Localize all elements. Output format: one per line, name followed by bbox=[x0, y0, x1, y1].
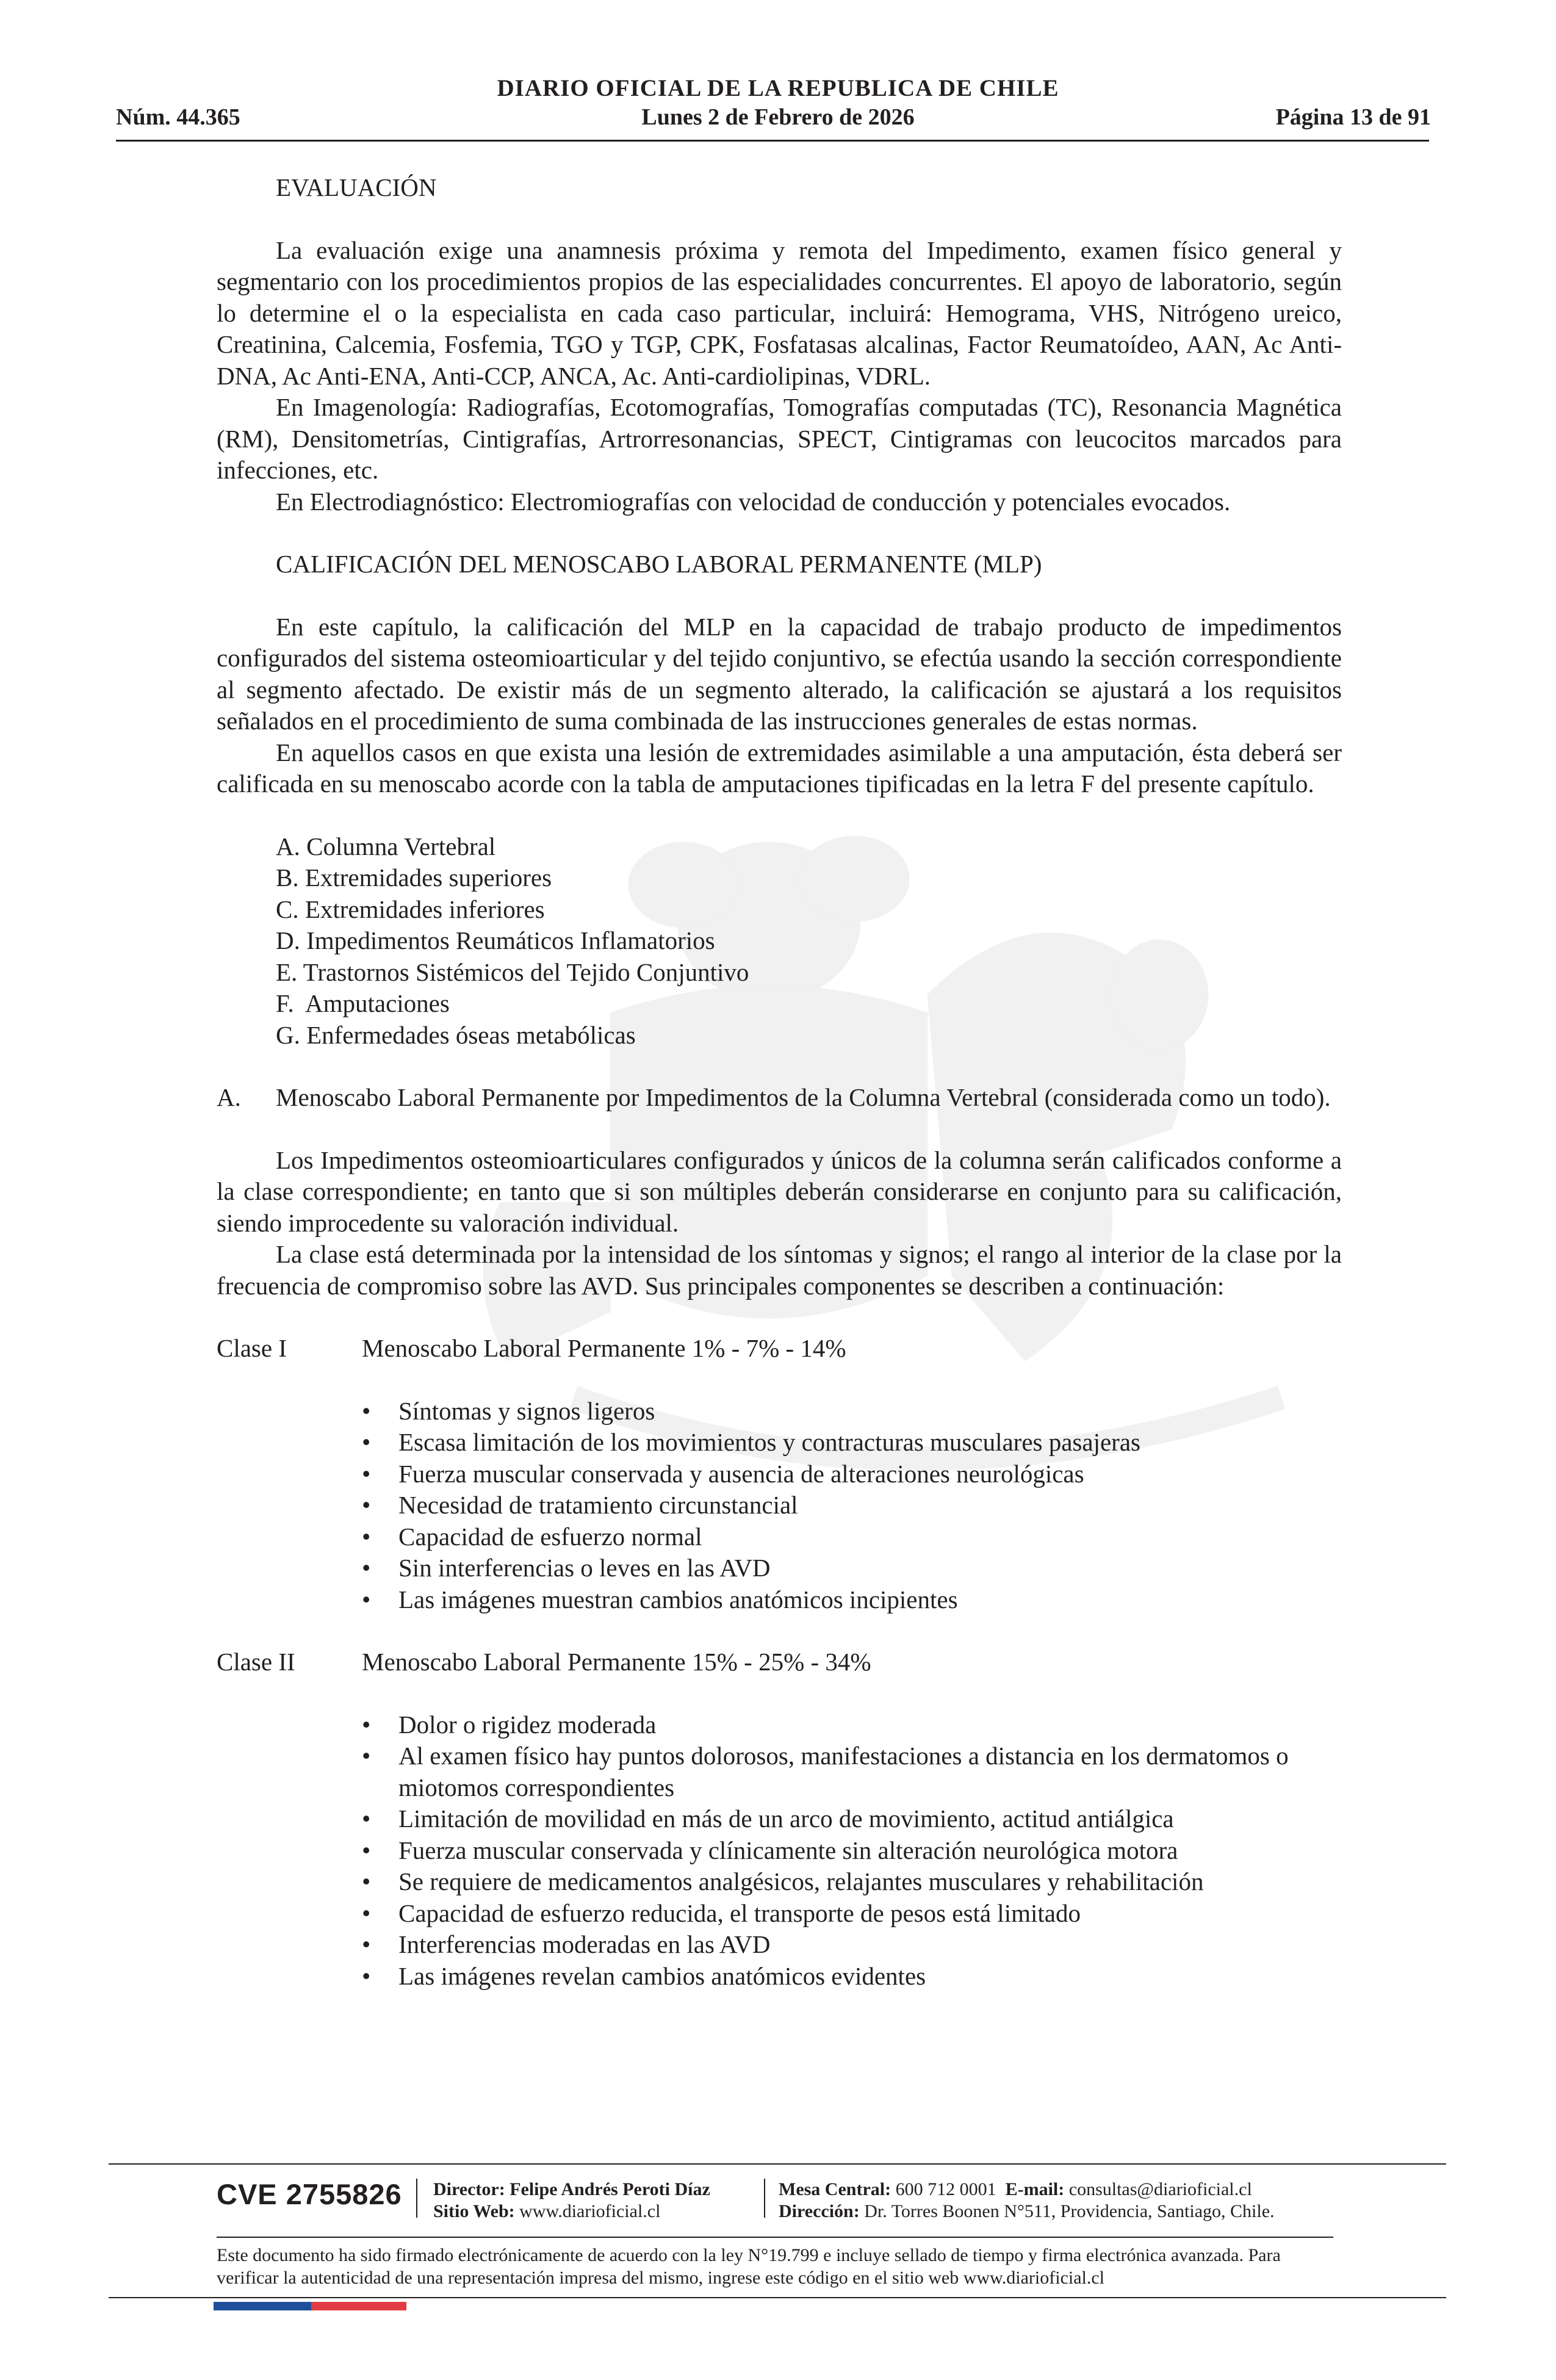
footer-divider bbox=[109, 2163, 1446, 2165]
clase-1-items bbox=[217, 1396, 1342, 1616]
list-item: • Se requiere de medicamentos analgésicos, relajantes musculares y rehabilitación bbox=[362, 1867, 1204, 1895]
footer-separator bbox=[416, 2179, 417, 2218]
sections-list bbox=[276, 831, 1342, 1051]
paragraph: La clase está determinada por la intensidad de los síntomas y signos; el rango al interior de la clase por la frecuencia de compromiso sobre las AVD. Sus principales componentes se describen a continuación: bbox=[217, 1240, 1342, 1300]
page-number: Página 13 de 91 bbox=[1275, 104, 1431, 130]
section-a-heading bbox=[217, 1082, 1342, 1114]
legal-notice: Este documento ha sido firmado electrónicamente de acuerdo con la ley N°19.799 e incluye sellado de tiempo y firma electrónica avanzada. Para verificar la autenticidad de una representación impresa del mismo, ingrese este código en el sitio web www.diarioficial.cl bbox=[217, 2245, 1281, 2288]
flag-stripe-blue bbox=[214, 2302, 311, 2310]
paragraph: En aquellos casos en que exista una lesión de extremidades asimilable a una amputación, ésta deberá ser calificada en su menoscabo acorde con la tabla de amputaciones tipificadas en la letra F del presente capítulo. bbox=[217, 738, 1342, 798]
clase-1-heading bbox=[217, 1333, 1342, 1365]
clase-2-items bbox=[217, 1709, 1342, 1992]
list-item: • Las imágenes revelan cambios anatómicos evidentes bbox=[362, 1961, 926, 1990]
clase-1-label: Clase I bbox=[217, 1334, 287, 1362]
list-item: • Escasa limitación de los movimientos y contracturas musculares pasajeras bbox=[362, 1428, 1140, 1456]
list-item: • Fuerza muscular conservada y ausencia de alteraciones neurológicas bbox=[362, 1459, 1084, 1488]
paragraph: Los Impedimentos osteomioarticulares configurados y únicos de la columna serán calificados conforme a la clase correspondiente; en tanto que si son múltiples deberán considerarse en conjunto para su calificación, siendo improcedente su valoración individual. bbox=[217, 1145, 1342, 1237]
list-item: • Limitación de movilidad en más de un arco de movimiento, actitud antiálgica bbox=[362, 1805, 1174, 1833]
list-item: • Interferencias moderadas en las AVD bbox=[362, 1930, 771, 1958]
section-heading-mlp: CALIFICACIÓN DEL MENOSCABO LABORAL PERMANENTE (MLP) bbox=[276, 550, 1042, 578]
footer-separator bbox=[764, 2179, 765, 2218]
clase-1-title: Menoscabo Laboral Permanente 1% - 7% - 14% bbox=[362, 1334, 846, 1362]
clase-2-heading bbox=[217, 1646, 1342, 1678]
list-item: G. Enfermedades óseas metabólicas bbox=[276, 1020, 636, 1049]
list-item: F. Amputaciones bbox=[276, 989, 450, 1017]
footer-divider bbox=[217, 2237, 1333, 2238]
publication-title: DIARIO OFICIAL DE LA REPUBLICA DE CHILE bbox=[497, 75, 1059, 101]
list-item: • Capacidad de esfuerzo reducida, el transporte de pesos está limitado bbox=[362, 1899, 1081, 1927]
list-item: • Las imágenes muestran cambios anatómicos incipientes bbox=[362, 1585, 958, 1614]
paragraph: En Electrodiagnóstico: Electromiografías con velocidad de conducción y potenciales evocados. bbox=[276, 487, 1231, 516]
list-item: • Síntomas y signos ligeros bbox=[362, 1396, 655, 1425]
list-item: • Al examen físico hay puntos dolorosos, manifestaciones a distancia en los dermatomos o miotomos correspondientes bbox=[362, 1742, 1289, 1801]
section-heading-evaluacion: EVALUACIÓN bbox=[276, 173, 437, 201]
section-a-title: Menoscabo Laboral Permanente por Impedimentos de la Columna Vertebral (considerada como un todo). bbox=[276, 1083, 1331, 1111]
email-link[interactable]: consultas@diarioficial.cl bbox=[1068, 2179, 1252, 2199]
list-item: E. Trastornos Sistémicos del Tejido Conjuntivo bbox=[276, 957, 749, 986]
header-divider bbox=[116, 140, 1429, 142]
flag-stripe-red bbox=[311, 2302, 406, 2310]
list-item: A. Columna Vertebral bbox=[276, 832, 496, 860]
clase-2-title: Menoscabo Laboral Permanente 15% - 25% - 34% bbox=[362, 1648, 871, 1676]
footer-divider bbox=[109, 2297, 1446, 2298]
list-item: C. Extremidades inferiores bbox=[276, 895, 545, 923]
list-item: • Necesidad de tratamiento circunstancial bbox=[362, 1491, 798, 1519]
paragraph: En este capítulo, la calificación del MLP en la capacidad de trabajo producto de impedimentos configurados del sistema osteomioarticular y del tejido conjuntivo, se efectúa usando la sección correspondiente al segmento afectado. De existir más de un segmento alterado, la calificación se ajustará a los requisitos señalados en el procedimiento de suma combinada de las instrucciones generales de estas normas. bbox=[217, 612, 1342, 735]
website-link[interactable]: www.diarioficial.cl bbox=[519, 2201, 661, 2221]
list-item: B. Extremidades superiores bbox=[276, 864, 552, 892]
list-item: • Capacidad de esfuerzo normal bbox=[362, 1522, 702, 1551]
director-name: Felipe Andrés Peroti Díaz bbox=[510, 2179, 710, 2199]
address: Dr. Torres Boonen N°511, Providencia, Santiago, Chile. bbox=[864, 2201, 1275, 2221]
clase-2-label: Clase II bbox=[217, 1648, 295, 1676]
list-item: • Fuerza muscular conservada y clínicamente sin alteración neurológica motora bbox=[362, 1836, 1178, 1864]
issue-date: Lunes 2 de Febrero de 2026 bbox=[641, 104, 915, 130]
list-item: • Sin interferencias o leves en las AVD bbox=[362, 1554, 771, 1582]
footer-director-block: Director: Felipe Andrés Peroti Díaz Sitio Web: www.diarioficial.cl bbox=[433, 2179, 710, 2221]
issue-number: Núm. 44.365 bbox=[116, 104, 240, 130]
list-item: D. Impedimentos Reumáticos Inflamatorios bbox=[276, 926, 715, 954]
paragraph: La evaluación exige una anamnesis próxima y remota del Impedimento, examen físico general y segmentario con los procedimientos propios de las especialidades concurrentes. El apoyo de laboratorio, según lo determine el o la especialista en cada caso particular, incluirá: Hemograma, VHS, Nitrógeno ureico, Creatinina, Calcemia, Fosfemia, TGO y TGP, CPK, Fosfatasas alcalinas, Factor Reumatoídeo, AAN, Ac Anti-DNA, Ac Anti-ENA, Anti-CCP, ANCA, Ac. Anti-cardiolipinas, VDRL. bbox=[217, 236, 1342, 390]
list-item: • Dolor o rigidez moderada bbox=[362, 1710, 657, 1739]
cve-code: CVE 2755826 bbox=[217, 2178, 402, 2210]
document-body bbox=[217, 172, 1342, 1992]
phone-number: 600 712 0001 bbox=[895, 2179, 996, 2199]
section-a-key: A. bbox=[217, 1083, 241, 1111]
paragraph: En Imagenología: Radiografías, Ecotomografías, Tomografías computadas (TC), Resonancia Magnética (RM), Densitometrías, Cintigrafías, Artrorresonancias, SPECT, Cintigramas con leucocitos marcados para infecciones, etc. bbox=[217, 393, 1342, 484]
footer-contact-block: Mesa Central: 600 712 0001 E-mail: consultas@diarioficial.cl Dirección: Dr. Torres Boonen N°511, Providencia, Santiago, Chile. bbox=[779, 2179, 1275, 2221]
